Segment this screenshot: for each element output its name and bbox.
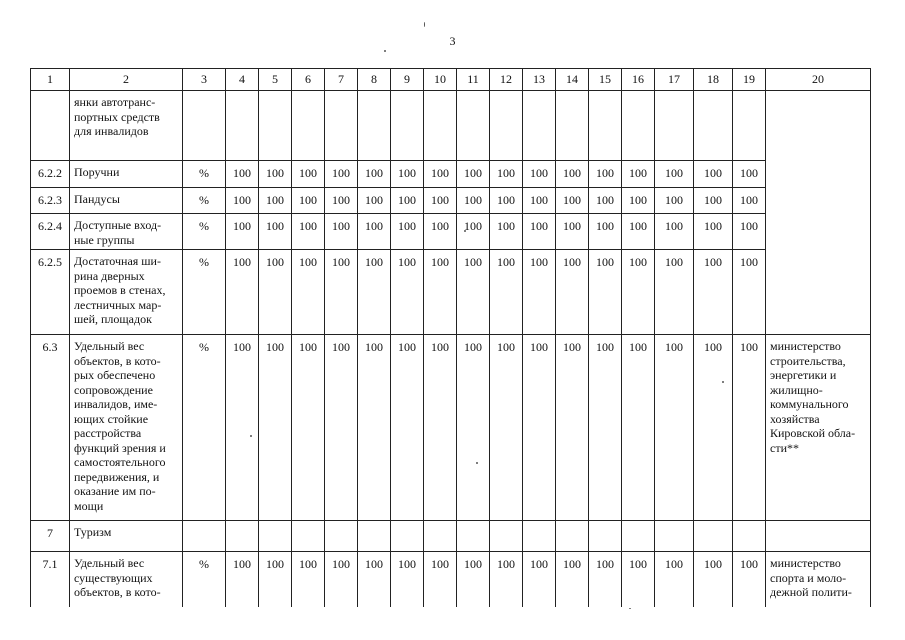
row-unit: % xyxy=(183,188,226,214)
row-name: Достаточная ши- рина дверных проемов в стенах, лестничных мар- шей, площадок xyxy=(70,250,183,335)
value-cell: 100 xyxy=(523,552,556,607)
value-cell: 100 xyxy=(556,552,589,607)
value-cell: 100 xyxy=(358,188,391,214)
value-cell xyxy=(424,521,457,552)
value-cell: 100 xyxy=(358,214,391,250)
header-cell-2: 2 xyxy=(70,69,183,91)
table-row xyxy=(31,335,871,521)
responsible-cell: министерство спорта и моло- дежной полити- xyxy=(766,552,871,607)
value-cell xyxy=(490,91,523,161)
row-number: 6.2.3 xyxy=(31,188,70,214)
row-unit xyxy=(183,521,226,552)
value-cell: 100 xyxy=(523,161,556,188)
value-cell: 100 xyxy=(556,214,589,250)
table-row xyxy=(31,161,871,188)
header-row xyxy=(31,69,871,91)
value-cell: 100 xyxy=(391,188,424,214)
value-cell: 100 xyxy=(622,214,655,250)
row-unit: % xyxy=(183,214,226,250)
row-number: 6.2.2 xyxy=(31,161,70,188)
value-cell: 100 xyxy=(259,161,292,188)
responsible-cell xyxy=(766,521,871,552)
header-cell-13: 13 xyxy=(523,69,556,91)
value-cell: 100 xyxy=(655,214,694,250)
header-cell-19: 19 xyxy=(733,69,766,91)
row-name: Туризм xyxy=(70,521,183,552)
value-cell: 100 xyxy=(424,250,457,335)
value-cell: 100 xyxy=(358,161,391,188)
value-cell: 100 xyxy=(391,214,424,250)
value-cell: 100 xyxy=(622,552,655,607)
value-cell: 100 xyxy=(457,552,490,607)
value-cell: 100 xyxy=(226,214,259,250)
row-number: 6.2.5 xyxy=(31,250,70,335)
value-cell: 100 xyxy=(457,250,490,335)
value-cell: 100 xyxy=(424,335,457,521)
value-cell: 100 xyxy=(694,214,733,250)
value-cell: 100 xyxy=(358,552,391,607)
value-cell: 100 xyxy=(733,161,766,188)
value-cell: 100 xyxy=(694,161,733,188)
value-cell xyxy=(226,91,259,161)
row-number: 7 xyxy=(31,521,70,552)
value-cell: 100 xyxy=(424,214,457,250)
value-cell xyxy=(325,91,358,161)
value-cell: 100 xyxy=(457,335,490,521)
header-cell-11: 11 xyxy=(457,69,490,91)
header-cell-16: 16 xyxy=(622,69,655,91)
value-cell: 100 xyxy=(523,335,556,521)
header-cell-4: 4 xyxy=(226,69,259,91)
header-cell-12: 12 xyxy=(490,69,523,91)
value-cell xyxy=(523,91,556,161)
value-cell: 100 xyxy=(391,250,424,335)
header-cell-10: 10 xyxy=(424,69,457,91)
value-cell: 100 xyxy=(358,335,391,521)
value-cell: 100 xyxy=(226,552,259,607)
value-cell: 100 xyxy=(589,250,622,335)
value-cell xyxy=(325,521,358,552)
value-cell xyxy=(259,91,292,161)
value-cell xyxy=(694,91,733,161)
table-row xyxy=(31,188,871,214)
table-row xyxy=(31,552,871,607)
value-cell: 100 xyxy=(325,188,358,214)
table-row xyxy=(31,521,871,552)
value-cell: 100 xyxy=(325,161,358,188)
value-cell: 100 xyxy=(292,161,325,188)
header-cell-9: 9 xyxy=(391,69,424,91)
value-cell: 100 xyxy=(694,188,733,214)
value-cell xyxy=(490,521,523,552)
value-cell: 100 xyxy=(589,214,622,250)
header-cell-14: 14 xyxy=(556,69,589,91)
value-cell: 100 xyxy=(490,552,523,607)
value-cell xyxy=(259,521,292,552)
value-cell: 100 xyxy=(694,250,733,335)
value-cell: 100 xyxy=(292,335,325,521)
value-cell: 100 xyxy=(589,188,622,214)
value-cell: 100 xyxy=(424,188,457,214)
value-cell: 100 xyxy=(655,188,694,214)
value-cell: 100 xyxy=(292,188,325,214)
table-row xyxy=(31,250,871,335)
value-cell xyxy=(358,91,391,161)
value-cell: 100 xyxy=(733,335,766,521)
value-cell: 100 xyxy=(556,161,589,188)
value-cell: 100 xyxy=(589,161,622,188)
value-cell xyxy=(292,91,325,161)
value-cell: 100 xyxy=(226,250,259,335)
value-cell: 100 xyxy=(259,335,292,521)
value-cell xyxy=(457,521,490,552)
value-cell: 100 xyxy=(325,335,358,521)
header-cell-15: 15 xyxy=(589,69,622,91)
value-cell: 100 xyxy=(523,214,556,250)
value-cell: 100 xyxy=(622,335,655,521)
header-cell-18: 18 xyxy=(694,69,733,91)
row-unit: % xyxy=(183,552,226,607)
header-cell-6: 6 xyxy=(292,69,325,91)
value-cell xyxy=(292,521,325,552)
value-cell xyxy=(457,91,490,161)
value-cell: 100 xyxy=(226,188,259,214)
page-number: 3 xyxy=(449,34,456,48)
row-name: Пандусы xyxy=(70,188,183,214)
row-number xyxy=(31,91,70,161)
row-unit: % xyxy=(183,250,226,335)
value-cell: 100 xyxy=(556,250,589,335)
value-cell: 100 xyxy=(622,188,655,214)
value-cell xyxy=(226,521,259,552)
row-name: Доступные вход- ные группы xyxy=(70,214,183,250)
value-cell: 100 xyxy=(325,552,358,607)
row-unit: % xyxy=(183,161,226,188)
value-cell: 100 xyxy=(457,188,490,214)
row-number: 6.2.4 xyxy=(31,214,70,250)
value-cell: 100 xyxy=(358,250,391,335)
value-cell: 100 xyxy=(457,214,490,250)
row-unit: % xyxy=(183,335,226,521)
value-cell: 100 xyxy=(655,552,694,607)
value-cell: 100 xyxy=(292,250,325,335)
value-cell: 100 xyxy=(259,214,292,250)
value-cell: 100 xyxy=(391,552,424,607)
table-row xyxy=(31,214,871,250)
value-cell: 100 xyxy=(490,335,523,521)
header-cell-1: 1 xyxy=(31,69,70,91)
value-cell xyxy=(358,521,391,552)
value-cell: 100 xyxy=(733,214,766,250)
value-cell: 100 xyxy=(259,188,292,214)
header-cell-20: 20 xyxy=(766,69,871,91)
value-cell xyxy=(556,521,589,552)
value-cell: 100 xyxy=(325,214,358,250)
value-cell xyxy=(622,521,655,552)
value-cell: 100 xyxy=(490,250,523,335)
value-cell: 100 xyxy=(523,188,556,214)
row-number: 6.3 xyxy=(31,335,70,521)
value-cell xyxy=(733,521,766,552)
responsible-cell: министерство строительства, энергетики и жилищно- коммунального хозяйства Кировской обла- сти** xyxy=(766,335,871,521)
value-cell: 100 xyxy=(622,250,655,335)
indicator-table xyxy=(30,68,871,607)
row-name: Поручни xyxy=(70,161,183,188)
row-name: Удельный вес объектов, в кото- рых обеспечено сопровождение инвалидов, име- ющих стойкие расстройства функций зрения и самостоятельного передвижения, и оказание им по- мощи xyxy=(70,335,183,521)
row-name: Удельный вес существующих объектов, в кото- xyxy=(70,552,183,607)
value-cell: 100 xyxy=(226,161,259,188)
value-cell: 100 xyxy=(391,161,424,188)
value-cell: 100 xyxy=(259,250,292,335)
value-cell: 100 xyxy=(490,214,523,250)
value-cell xyxy=(391,521,424,552)
value-cell: 100 xyxy=(655,161,694,188)
value-cell: 100 xyxy=(292,214,325,250)
value-cell: 100 xyxy=(490,161,523,188)
value-cell: 100 xyxy=(391,335,424,521)
value-cell: 100 xyxy=(733,552,766,607)
value-cell: 100 xyxy=(292,552,325,607)
value-cell: 100 xyxy=(589,552,622,607)
value-cell: 100 xyxy=(556,335,589,521)
value-cell xyxy=(556,91,589,161)
header-cell-7: 7 xyxy=(325,69,358,91)
row-name: янки автотранс- портных средств для инвалидов xyxy=(70,91,183,161)
value-cell: 100 xyxy=(325,250,358,335)
header-cell-5: 5 xyxy=(259,69,292,91)
header-cell-8: 8 xyxy=(358,69,391,91)
value-cell xyxy=(424,91,457,161)
header-cell-17: 17 xyxy=(655,69,694,91)
value-cell xyxy=(589,91,622,161)
value-cell: 100 xyxy=(424,552,457,607)
value-cell: 100 xyxy=(655,250,694,335)
value-cell: 100 xyxy=(733,188,766,214)
value-cell xyxy=(733,91,766,161)
value-cell: 100 xyxy=(733,250,766,335)
value-cell: 100 xyxy=(523,250,556,335)
value-cell xyxy=(391,91,424,161)
value-cell: 100 xyxy=(589,335,622,521)
header-cell-3: 3 xyxy=(183,69,226,91)
value-cell: 100 xyxy=(694,335,733,521)
value-cell: 100 xyxy=(694,552,733,607)
value-cell: 100 xyxy=(622,161,655,188)
value-cell: 100 xyxy=(259,552,292,607)
value-cell xyxy=(655,521,694,552)
value-cell xyxy=(589,521,622,552)
value-cell xyxy=(622,91,655,161)
value-cell: 100 xyxy=(226,335,259,521)
table-row xyxy=(31,91,871,161)
value-cell xyxy=(655,91,694,161)
value-cell xyxy=(523,521,556,552)
row-unit xyxy=(183,91,226,161)
responsible-cell xyxy=(766,91,871,335)
row-number: 7.1 xyxy=(31,552,70,607)
value-cell: 100 xyxy=(490,188,523,214)
value-cell xyxy=(694,521,733,552)
value-cell: 100 xyxy=(424,161,457,188)
value-cell: 100 xyxy=(556,188,589,214)
value-cell: 100 xyxy=(655,335,694,521)
value-cell: 100 xyxy=(457,161,490,188)
